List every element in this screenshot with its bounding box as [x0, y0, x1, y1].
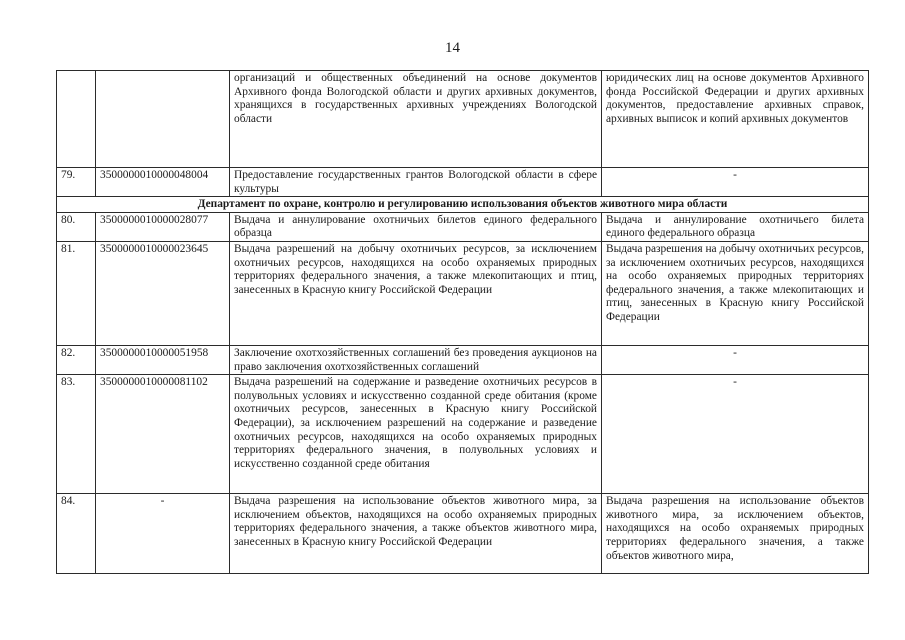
- service-name-cell: Выдача разрешения на использование объектов животного мира, за исключением объектов, находящихся на особо охраняемых природных территориях федерального значения, а также объектов животного мира, занесенных в Красную книгу Российской Федерации: [230, 494, 602, 574]
- registry-code-cell: 3500000010000081102: [96, 375, 230, 494]
- row-number-cell: 83.: [57, 375, 96, 494]
- services-registry-table: [56, 70, 869, 574]
- row-number-cell: 81.: [57, 241, 96, 345]
- table-row: [57, 241, 869, 345]
- service-name-cell: организаций и общественных объединений на основе документов Архивного фонда Вологодской области и других архивных документов, хранящихся в государственных архивных учреждениях Вологодской области: [230, 71, 602, 168]
- page-number: 14: [445, 40, 460, 56]
- service-result-cell: [602, 345, 869, 374]
- table-row: [57, 494, 869, 574]
- empty-result-dash: -: [733, 169, 737, 181]
- registry-code-cell: 3500000010000023645: [96, 241, 230, 345]
- service-name-cell: Предоставление государственных грантов Вологодской области в сфере культуры: [230, 168, 602, 197]
- service-result-cell: Выдача разрешения на добычу охотничьих ресурсов, за исключением охотничьих ресурсов, находящихся на особо охраняемых природных территориях федерального значения, а также млекопитающих и птиц, занесенных в Красную книгу Российской Федерации: [602, 241, 869, 345]
- row-number-cell: 80.: [57, 212, 96, 241]
- service-name-cell: Выдача разрешений на добычу охотничьих ресурсов, за исключением охотничьих ресурсов, находящихся на особо охраняемых природных территориях федерального значения, а также млекопитающих и птиц, занесенных в Красную книгу Российской Федерации: [230, 241, 602, 345]
- registry-code-cell: -: [96, 494, 230, 574]
- table-row: [57, 212, 869, 241]
- row-number-cell: [57, 71, 96, 168]
- department-header-row: [57, 197, 869, 213]
- service-result-cell: Выдача и аннулирование охотничьего билета единого федерального образца: [602, 212, 869, 241]
- registry-code-cell: 3500000010000048004: [96, 168, 230, 197]
- table-row-continuation: [57, 71, 869, 168]
- registry-code-cell: [96, 71, 230, 168]
- empty-result-dash: -: [733, 346, 737, 359]
- table-row: [57, 345, 869, 374]
- row-number-cell: 79.: [57, 168, 96, 197]
- row-number-cell: 84.: [57, 494, 96, 574]
- service-result-cell: Выдача разрешения на использование объектов животного мира, за исключением объектов, находящихся на особо охраняемых природных территориях федерального значения, а также объектов животного мира,: [602, 494, 869, 574]
- table-row: [57, 168, 869, 197]
- registry-code-cell: 3500000010000028077: [96, 212, 230, 241]
- service-result-cell: юридических лиц на основе документов Архивного фонда Российской Федерации и других архивных документов, предоставление архивных справок, архивных выписок и копий архивных документов: [602, 71, 869, 168]
- row-number-cell: 82.: [57, 345, 96, 374]
- service-result-cell: [602, 168, 869, 197]
- service-name-cell: Выдача и аннулирование охотничьих билетов единого федерального образца: [230, 212, 602, 241]
- service-result-cell: [602, 375, 869, 494]
- service-name-cell: Выдача разрешений на содержание и разведение охотничьих ресурсов в полувольных условиях и искусственно созданной среде обитания (кроме охотничьих ресурсов, занесенных в Красную книгу Российской Федерации), за исключением разрешений на содержание и разведение охотничьих ресурсов, находящихся на особо охраняемых природных территориях федерального значения, в полувольных условиях и искусственно созданной среде обитания: [230, 375, 602, 494]
- department-title: Департамент по охране, контролю и регулированию использования объектов животного мира области: [57, 197, 869, 213]
- service-name-cell: Заключение охотхозяйственных соглашений без проведения аукционов на право заключения охотхозяйственных соглашений: [230, 345, 602, 374]
- table-row: [57, 375, 869, 494]
- registry-code-cell: 3500000010000051958: [96, 345, 230, 374]
- empty-result-dash: -: [733, 376, 737, 389]
